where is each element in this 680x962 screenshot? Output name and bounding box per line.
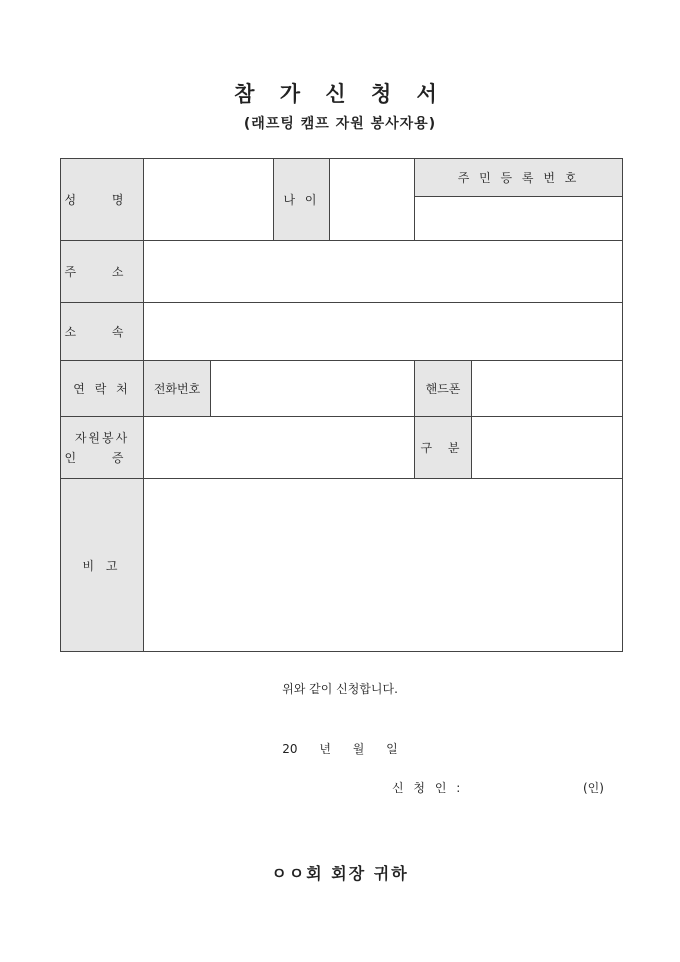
category-label: 구 분: [415, 417, 472, 479]
address-field[interactable]: [144, 241, 623, 303]
name-field[interactable]: [144, 159, 274, 241]
volunteer-cert-field[interactable]: [144, 417, 415, 479]
remarks-field[interactable]: [144, 479, 623, 652]
declaration-text: 위와 같이 신청합니다.: [282, 682, 398, 696]
age-label: 나 이: [274, 159, 330, 241]
mobile-field[interactable]: [472, 361, 623, 417]
date-line: 20 년 월 일: [282, 742, 398, 756]
affiliation-label: 소 속: [61, 303, 144, 361]
affiliation-field[interactable]: [144, 303, 623, 361]
name-label: 성 명: [61, 159, 144, 241]
applicant-label: 신 청 인 :: [392, 781, 464, 795]
category-field[interactable]: [472, 417, 623, 479]
age-field[interactable]: [330, 159, 415, 241]
phone-field[interactable]: [211, 361, 415, 417]
resident-number-field[interactable]: [415, 197, 623, 241]
form-title: 참 가 신 청 서: [234, 81, 446, 106]
phone-label: 전화번호: [144, 361, 211, 417]
addressee: ㅇㅇ회 회장 귀하: [271, 864, 409, 883]
application-form-table: [60, 158, 623, 652]
volunteer-cert-label-line2: 인 증: [64, 450, 140, 465]
seal-label: (인): [583, 781, 604, 795]
form-subtitle: (래프팅 캠프 자원 봉사자용): [243, 116, 437, 132]
contact-label: 연 락 처: [61, 361, 144, 417]
volunteer-cert-label-line1: 자원봉사: [74, 430, 130, 445]
resident-number-label: 주 민 등 록 번 호: [415, 159, 623, 197]
remarks-label: 비 고: [61, 479, 144, 652]
volunteer-cert-label: [61, 417, 144, 479]
address-label: 주 소: [61, 241, 144, 303]
mobile-label: 핸드폰: [415, 361, 472, 417]
